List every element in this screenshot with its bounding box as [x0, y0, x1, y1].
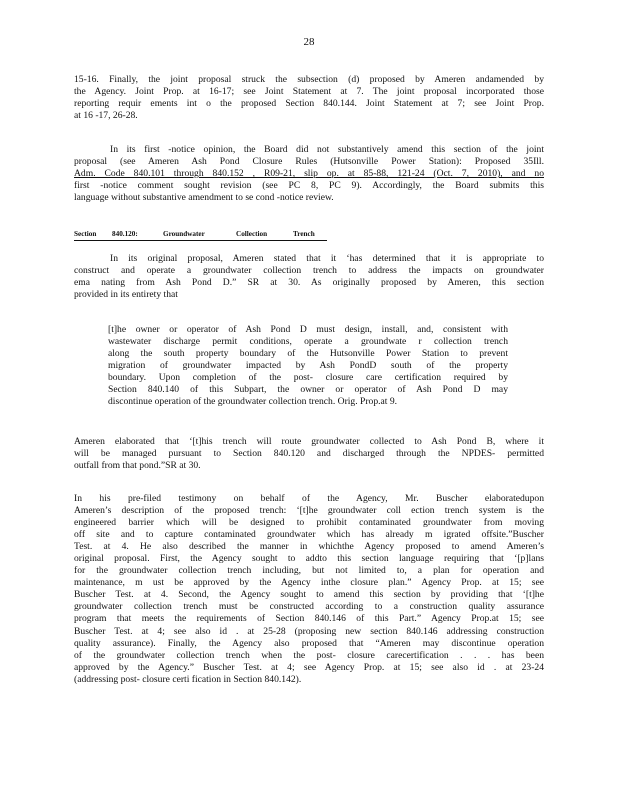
text-line: of the groundwater collection trench when the post- closure carecertification . . . has been: [74, 649, 544, 661]
text-line: outfall from that pond.”SR at 30.: [74, 460, 201, 472]
text-line: off site and to capture contaminated groundwater which has already m igrated offsite.”Buscher: [74, 529, 544, 541]
text-line: along the south property boundary of the Hutsonville Power Station to prevent: [108, 348, 508, 360]
text-line: Section 840.140 of this Subpart, the owner or operator of Ash Pond D may: [108, 384, 508, 396]
paragraph-2: [74, 144, 544, 204]
text-line: provided in its entirety that: [74, 289, 178, 301]
paragraph-5: [74, 493, 544, 686]
text-line: for the groundwater collection trench including, but not limited to, a plan for operation and: [74, 565, 544, 577]
text-line: engineered barrier which will be designed to prohibit contaminated groundwater from moving: [74, 517, 544, 529]
heading-word: Collection: [236, 230, 268, 238]
text-line: will be managed pursuant to Section 840.120 and discharged through the NPDES- permitted: [74, 448, 544, 460]
heading-section-number: 840.120:: [112, 230, 138, 238]
text-line: (addressing post- closure certi fication in Section 840.142).: [74, 673, 302, 685]
page-number: 28: [303, 36, 315, 48]
text-line: discontinue operation of the groundwater collection trench. Orig. Prop.at 9.: [108, 396, 398, 408]
section-heading: [74, 229, 327, 241]
text-line: Adm. Code 840.101 through 840.152 , R09-21, slip op. at 85-88, 121-24 (Oct. 7, 2010), and no: [74, 168, 544, 180]
text-line: reporting requir ements int o the proposed Section 840.144. Joint Statement at 7; see Joint Prop.: [74, 98, 544, 110]
text-line: boundary. Upon completion of the post- closure care certification required by: [108, 372, 508, 384]
paragraph-3: [74, 253, 544, 301]
text-line: Ameren elaborated that ‘[t]his trench will route groundwater collected to Ash Pond B, where it: [74, 436, 544, 447]
text-line: Test. at 4. He also described the manner in whichthe Agency proposed to amend Ameren’s: [74, 541, 544, 553]
text-line: approved by the Agency.” Buscher Test. at 4; see Agency Prop. at 15; see also id . at 23-24: [74, 661, 544, 673]
text-line: 15-16. Finally, the joint proposal struck the subsection (d) proposed by Ameren andamended by: [74, 74, 544, 85]
paragraph-4: [74, 436, 544, 472]
text-line: the Agency. Joint Prop. at 16-17; see Joint Statement at 7. The joint proposal incorporated those: [74, 86, 544, 98]
paragraph-1: [74, 74, 544, 122]
text-line: Buscher Test. at 4. Second, the Agency sought to amend this section by providing that ‘[t]he: [74, 589, 544, 601]
text-line: [t]he owner or operator of Ash Pond D must design, install, and, consistent with: [108, 324, 508, 335]
text-line: wastewater discharge permit conditions, operate a groundwate r collection trench: [108, 336, 508, 348]
text-line: quality assurance). Finally, the Agency also proposed that “Ameren may discontinue operation: [74, 637, 544, 649]
text-line: maintenance, m ust be approved by the Agency inthe closure plan.” Agency Prop. at 15; see: [74, 577, 544, 589]
block-quote: [108, 324, 508, 408]
text-line: at 16 -17, 26-28.: [74, 110, 138, 122]
text-line: In its first -notice opinion, the Board did not substantively amend this section of the joint: [110, 144, 544, 155]
text-line: ema nating from Ash Pond D.” SR at 30. As originally proposed by Ameren, this section: [74, 277, 544, 289]
text-line: original proposal. First, the Agency sought to addto this section language requiring that ‘[p]lans: [74, 553, 544, 565]
text-line: program that meets the requirements of Section 840.146 of this Part.” Agency Prop.at 15; see: [74, 613, 544, 625]
text-line: Buscher Test. at 4; see also id . at 25-28 (proposing new section 840.146 addressing construction: [74, 625, 544, 637]
text-line: migration of groundwater impacted by Ash PondD south of the property: [108, 360, 508, 372]
heading-section-label: Section: [74, 230, 97, 238]
text-line: Ameren’s description of the proposed trench: ‘[t]he groundwater coll ection trench system is the: [74, 505, 544, 517]
heading-word: Groundwater: [163, 230, 205, 238]
text-line: groundwater collection trench must be constructed according to a construction quality assurance: [74, 601, 544, 613]
text-line: In its original proposal, Ameren stated that it ‘has determined that it is appropriate to: [110, 253, 544, 264]
heading-word: Trench: [293, 230, 315, 238]
text-line: In his pre-filed testimony on behalf of the Agency, Mr. Buscher elaboratedupon: [74, 493, 544, 504]
text-line: first -notice comment sought revision (see PC 8, PC 9). Accordingly, the Board submits this: [74, 180, 544, 192]
text-line: construct and operate a groundwater collection trench to address the impacts on groundwater: [74, 265, 544, 277]
text-line: proposal (see Ameren Ash Pond Closure Rules (Hutsonville Power Station): Proposed 35Ill.: [74, 156, 544, 168]
text-line: language without substantive amendment to se cond -notice review.: [74, 192, 334, 204]
